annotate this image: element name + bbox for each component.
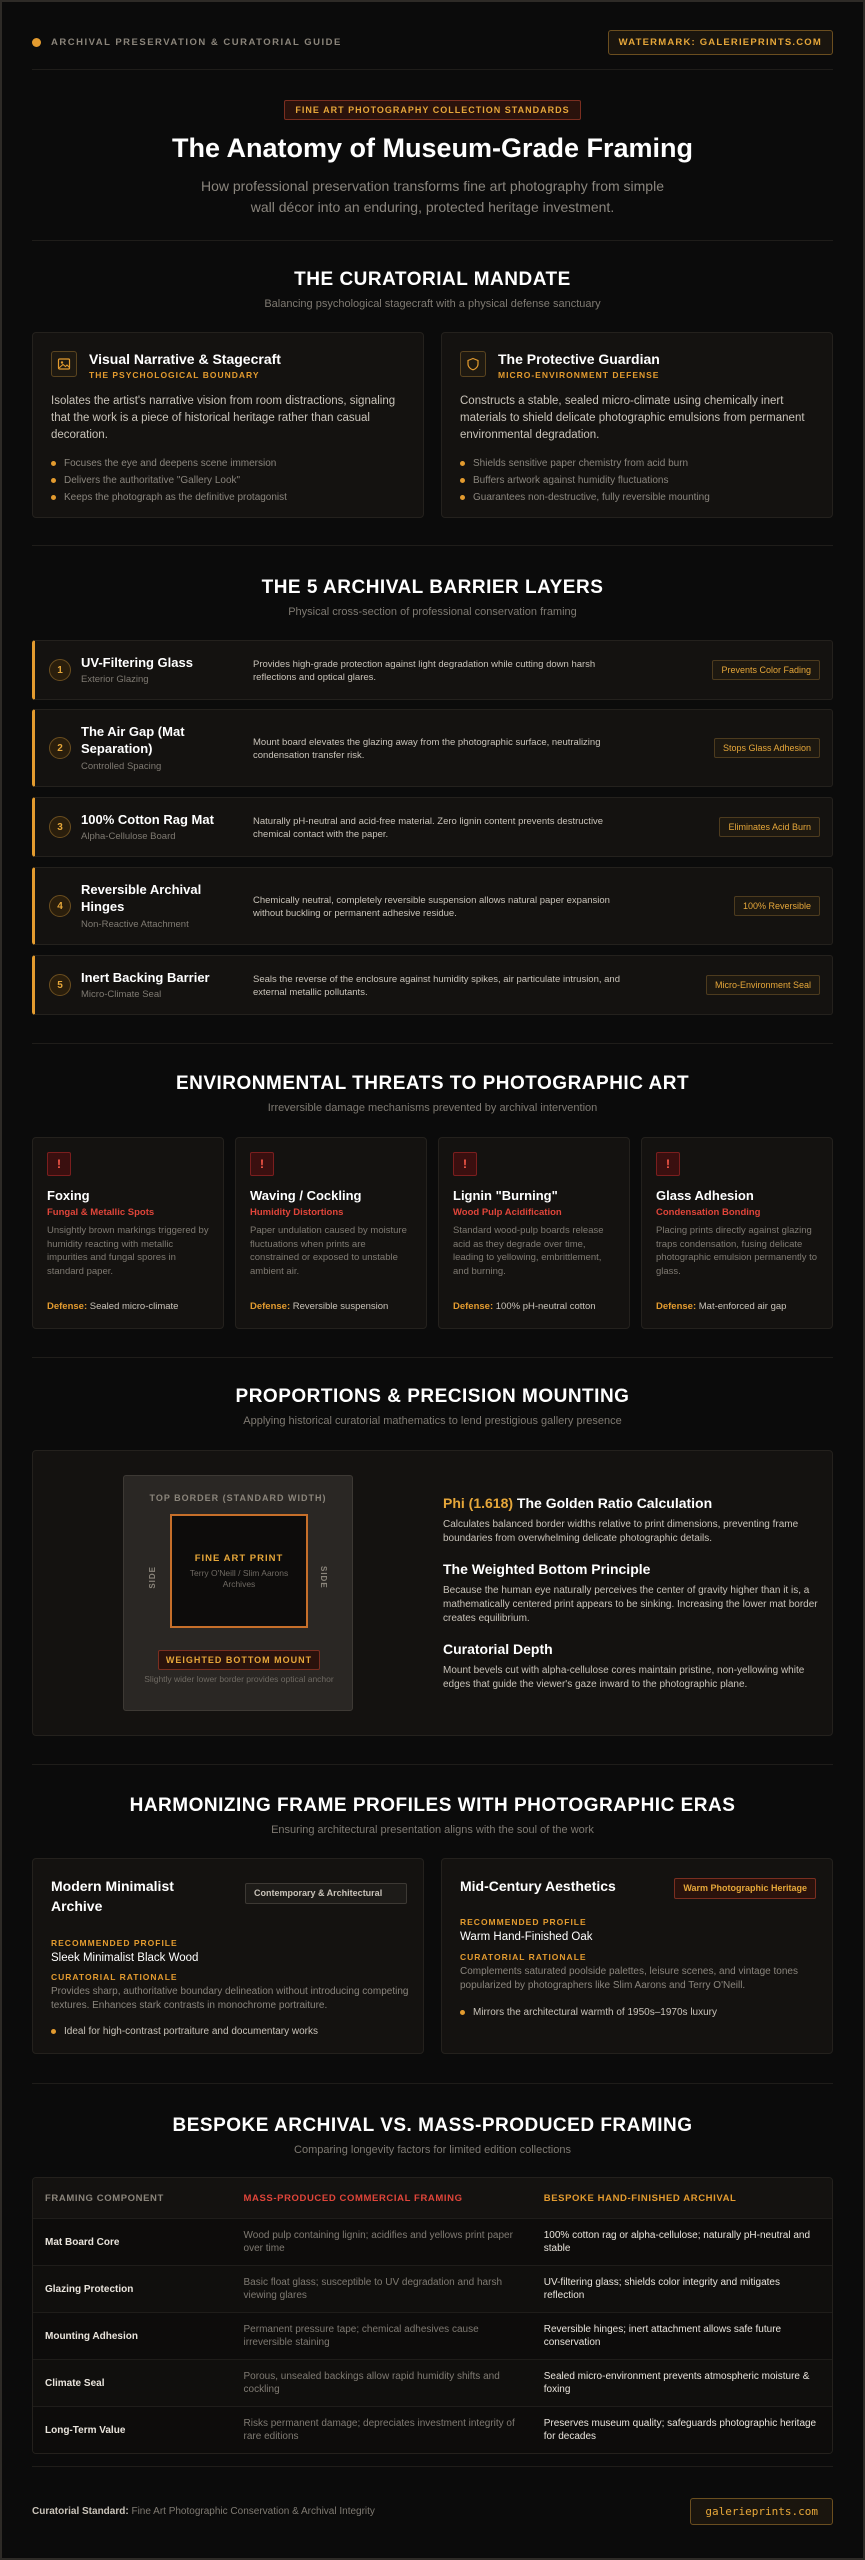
column-header-bespoke: BESPOKE HAND-FINISHED ARCHIVAL (543, 2192, 737, 2204)
bullet-dot-icon (51, 2029, 56, 2034)
threat-defense (453, 1301, 596, 1312)
threat-card-waving (235, 1137, 427, 1329)
section-title: HARMONIZING FRAME PROFILES WITH PHOTOGRAPHIC ERAS (129, 1795, 736, 1816)
table-cell: Basic float glass; susceptible to UV degradation and harsh viewing glares (243, 2277, 503, 2301)
profile-title: Mid-Century Aesthetics (460, 1878, 616, 1894)
table-row (33, 2312, 832, 2359)
threat-title: Waving / Cockling (250, 1188, 362, 1203)
point-title (443, 1495, 818, 1511)
mandate-card-narrative (32, 332, 424, 518)
top-bar (32, 26, 833, 58)
layer-sub: Micro-Climate Seal (81, 989, 162, 1000)
layer-description: Provides high-grade protection against light degradation while cutting down harsh reflections and optical glares. (253, 659, 596, 683)
image-icon (51, 351, 77, 377)
divider (32, 1764, 833, 1765)
bullet-dot-icon (51, 495, 56, 500)
defense-value: 100% pH-neutral cotton (495, 1301, 596, 1312)
table-row (33, 2406, 832, 2453)
bullet-text: Buffers artwork against humidity fluctuations (473, 475, 669, 486)
list-item (460, 455, 710, 472)
layer-sub: Exterior Glazing (81, 674, 149, 685)
brand-dot-icon (32, 38, 41, 47)
profile-label: RECOMMENDED PROFILE (460, 1917, 587, 1927)
card-title: The Protective Guardian (498, 351, 660, 367)
barrier-layer-2 (32, 709, 833, 787)
layer-name: UV-Filtering Glass (81, 655, 193, 670)
proportions-panel (32, 1450, 833, 1736)
point-body: Calculates balanced border widths relative to print dimensions, preventing frame boundaries from overwhelming delicate photographic details. (443, 1519, 799, 1544)
profiles-header (32, 1795, 833, 1836)
threat-defense (656, 1301, 786, 1312)
weighted-bottom-point (443, 1561, 818, 1626)
table-cell: Reversible hinges; inert attachment allows safe future conservation (543, 2324, 782, 2348)
layer-description: Mount board elevates the glazing away from the photographic surface, neutralizing condensation transfer risk. (253, 737, 601, 761)
layer-benefit-tag: Micro-Environment Seal (706, 975, 820, 995)
defense-value: Sealed micro-climate (89, 1301, 179, 1312)
warning-icon: ! (47, 1152, 71, 1176)
bullet-text: Delivers the authoritative "Gallery Look" (64, 475, 241, 486)
profile-value: Sleek Minimalist Black Wood (51, 1952, 199, 1964)
threat-title: Lignin "Burning" (453, 1188, 558, 1203)
layer-description: Seals the reverse of the enclosure against humidity spikes, air particulate intrusion, and external metallic pollutants. (253, 974, 621, 998)
section-subtitle: Comparing longevity factors for limited edition collections (294, 2144, 571, 2156)
defense-value: Reversible suspension (292, 1301, 389, 1312)
mandate-header (32, 269, 833, 310)
divider (32, 2083, 833, 2084)
table-cell: UV-filtering glass; shields color integrity and mitigates reflection (543, 2277, 780, 2301)
threat-defense (47, 1301, 178, 1312)
threat-card-foxing (32, 1137, 224, 1329)
threats-header (32, 1073, 833, 1114)
threat-subtitle: Fungal & Metallic Spots (47, 1207, 155, 1218)
bullet-dot-icon (460, 478, 465, 483)
defense-label: Defense: (656, 1301, 697, 1312)
layer-number: 4 (49, 895, 71, 917)
layer-sub: Alpha-Cellulose Board (81, 831, 176, 842)
table-cell: Permanent pressure tape; chemical adhesives cause irreversible staining (243, 2324, 479, 2348)
section-title: ENVIRONMENTAL THREATS TO PHOTOGRAPHIC ART (175, 1073, 690, 1094)
divider (32, 2466, 833, 2467)
bullet-dot-icon (460, 461, 465, 466)
defense-label: Defense: (250, 1301, 291, 1312)
table-cell: Preserves museum quality; safeguards photographic heritage for decades (543, 2418, 817, 2442)
list-item (51, 472, 287, 489)
era-tag: Warm Photographic Heritage (674, 1878, 816, 1899)
layer-benefit-tag: Stops Glass Adhesion (714, 738, 820, 758)
point-body: Because the human eye naturally perceives the center of gravity higher than it is, a mathematically centered print appears to be sinking. Increasing the lower mat border creates equilibrium. (443, 1585, 818, 1624)
defense-value: Mat-enforced air gap (698, 1301, 787, 1312)
section-title: BESPOKE ARCHIVAL VS. MASS-PRODUCED FRAMING (172, 2115, 693, 2136)
hero (32, 100, 833, 218)
profile-label: RECOMMENDED PROFILE (51, 1938, 178, 1948)
list-item (460, 489, 710, 506)
table-header-row (33, 2178, 832, 2218)
layer-benefit-tag: 100% Reversible (734, 896, 820, 916)
warning-icon: ! (250, 1152, 274, 1176)
watermark-button[interactable]: WATERMARK: GALERIEPRINTS.COM (608, 30, 833, 55)
print-caption: Terry O'Neill / Slim Aarons Archives (189, 1567, 289, 1589)
threat-body: Placing prints directly against glazing traps condensation, fusing delicate photographic emulsion permanently to glass. (656, 1225, 818, 1277)
site-link[interactable]: galerieprints.com (690, 2498, 833, 2525)
divider (32, 240, 833, 241)
collection-standards-badge: FINE ART PHOTOGRAPHY COLLECTION STANDARDS (284, 100, 580, 120)
layer-sub: Non-Reactive Attachment (81, 919, 189, 930)
column-header-component: FRAMING COMPONENT (45, 2192, 164, 2204)
defense-label: Defense: (453, 1301, 494, 1312)
profile-card-modern (32, 1858, 424, 2054)
bullet-text: Shields sensitive paper chemistry from acid burn (473, 458, 689, 469)
comparison-table (32, 2177, 833, 2454)
list-item (51, 2026, 318, 2037)
table-row (33, 2265, 832, 2312)
layer-name: 100% Cotton Rag Mat (81, 812, 214, 827)
proportions-header (32, 1386, 833, 1427)
layers-header (32, 577, 833, 618)
section-title: THE 5 ARCHIVAL BARRIER LAYERS (261, 577, 604, 598)
bullet-text: Mirrors the architectural warmth of 1950s–1970s luxury (473, 2007, 717, 2018)
bullet-text: Ideal for high-contrast portraiture and documentary works (64, 2026, 319, 2037)
table-cell: Mounting Adhesion (45, 2330, 138, 2342)
top-border-label: TOP BORDER (STANDARD WIDTH) (149, 1493, 327, 1503)
layer-name: Inert Backing Barrier (81, 970, 210, 985)
point-title: Curatorial Depth (443, 1641, 553, 1657)
threat-title: Glass Adhesion (656, 1188, 754, 1203)
rationale-text: Provides sharp, authoritative boundary delineation without introducing competing textures. Enhances stark contrasts in monochrome portraiture. (51, 1986, 409, 2011)
point-body: Mount bevels cut with alpha-cellulose cores maintain pristine, non-yellowing white edges that guide the viewer's gaze inward to the photographic plane. (443, 1665, 805, 1690)
print-title: FINE ART PRINT (194, 1552, 284, 1564)
list-item (51, 455, 287, 472)
section-subtitle: Ensuring architectural presentation aligns with the soul of the work (271, 1824, 594, 1836)
mat-diagram (123, 1475, 353, 1711)
barrier-layer-3 (32, 797, 833, 857)
page-subtitle: How professional preservation transforms fine art photography from simple wall décor into an enduring, protected heritage investment. (201, 178, 664, 215)
weighted-bottom-badge: WEIGHTED BOTTOM MOUNT (158, 1650, 320, 1670)
footer-standard-text: Fine Art Photographic Conservation & Archival Integrity (131, 2505, 375, 2517)
card-subtitle: MICRO-ENVIRONMENT DEFENSE (498, 370, 660, 380)
card-body: Constructs a stable, sealed micro-climate using chemically inert materials to shield delicate photographic emulsions from permanent environmental degradation. (460, 395, 805, 441)
curatorial-depth-point (443, 1641, 818, 1692)
section-subtitle: Balancing psychological stagecraft with a physical defense sanctuary (264, 298, 601, 310)
table-cell: Sealed micro-environment prevents atmospheric moisture & foxing (543, 2371, 810, 2395)
warning-icon: ! (656, 1152, 680, 1176)
layer-benefit-tag: Eliminates Acid Burn (719, 817, 820, 837)
layer-description: Chemically neutral, completely reversible suspension allows natural paper expansion without buckling or permanent adhesive residue. (253, 895, 610, 919)
table-row (33, 2359, 832, 2406)
table-cell: Long-Term Value (45, 2424, 126, 2436)
profile-title: Modern Minimalist Archive (51, 1878, 174, 1914)
list-item (460, 2007, 717, 2018)
comparison-header (32, 2115, 833, 2156)
divider (32, 1357, 833, 1358)
section-subtitle: Physical cross-section of professional conservation framing (288, 606, 577, 618)
section-subtitle: Irreversible damage mechanisms prevented by archival intervention (267, 1102, 598, 1114)
layer-number: 5 (49, 974, 71, 996)
card-body: Isolates the artist's narrative vision from room distractions, signaling that the work is a piece of historical heritage rather than casual decoration. (51, 395, 396, 441)
divider (32, 1043, 833, 1044)
guide-title: ARCHIVAL PRESERVATION & CURATORIAL GUIDE (51, 36, 342, 48)
table-cell: Risks permanent damage; depreciates investment integrity of rare editions (243, 2418, 515, 2442)
table-cell: Glazing Protection (45, 2283, 134, 2295)
bullet-text: Focuses the eye and deepens scene immersion (64, 458, 277, 469)
table-cell: Mat Board Core (45, 2236, 120, 2248)
rationale-label: CURATORIAL RATIONALE (460, 1952, 587, 1962)
side-label-right: SIDE (319, 1566, 328, 1589)
fine-art-print (170, 1514, 308, 1628)
threat-subtitle: Humidity Distortions (250, 1207, 344, 1218)
threat-card-glass-adhesion (641, 1137, 833, 1329)
threat-body: Paper undulation caused by moisture fluctuations when prints are constrained or exposed to unstable ambient air. (250, 1225, 407, 1277)
layer-name: Reversible Archival Hinges (81, 882, 202, 914)
barrier-layer-5 (32, 955, 833, 1015)
list-item (460, 472, 710, 489)
divider (32, 545, 833, 546)
shield-icon (460, 351, 486, 377)
column-header-mass-produced: MASS-PRODUCED COMMERCIAL FRAMING (243, 2192, 463, 2204)
rationale-text: Complements saturated poolside palettes, leisure scenes, and vintage tones popularized by photographers like Slim Aarons and Terry O'Neill. (460, 1966, 798, 1991)
barrier-layer-4 (32, 867, 833, 945)
rationale-label: CURATORIAL RATIONALE (51, 1972, 178, 1982)
table-cell: Wood pulp containing lignin; acidifies and yellows print paper over time (243, 2230, 513, 2254)
layer-sub: Controlled Spacing (81, 761, 162, 772)
era-tag: Contemporary & Architectural (245, 1883, 407, 1904)
phi-accent: Phi (1.618) (443, 1495, 514, 1511)
side-label-left: SIDE (148, 1566, 157, 1589)
threat-body: Standard wood-pulp boards release acid as they degrade over time, leading to yellowing, embrittlement, and burning. (453, 1225, 604, 1277)
bullet-dot-icon (51, 461, 56, 466)
card-title: Visual Narrative & Stagecraft (89, 351, 281, 367)
section-title: THE CURATORIAL MANDATE (294, 269, 571, 290)
weighted-bottom-caption: Slightly wider lower border provides optical anchor (144, 1674, 334, 1684)
threat-subtitle: Condensation Bonding (656, 1207, 761, 1218)
layer-number: 2 (49, 737, 71, 759)
page-title: The Anatomy of Museum-Grade Framing (171, 133, 694, 163)
card-subtitle: THE PSYCHOLOGICAL BOUNDARY (89, 370, 260, 380)
table-cell: Climate Seal (45, 2377, 105, 2389)
defense-label: Defense: (47, 1301, 88, 1312)
layer-description: Naturally pH-neutral and acid-free material. Zero lignin content prevents destructive chemical contact with the paper. (253, 816, 604, 840)
brand (32, 37, 342, 48)
golden-ratio-point (443, 1495, 818, 1546)
table-row (33, 2218, 832, 2265)
profile-card-mid-century (441, 1858, 833, 2054)
layer-number: 3 (49, 816, 71, 838)
bullet-dot-icon (51, 478, 56, 483)
divider (32, 69, 833, 70)
layer-benefit-tag: Prevents Color Fading (712, 660, 820, 680)
barrier-layer-1 (32, 640, 833, 700)
point-title: The Weighted Bottom Principle (443, 1561, 651, 1577)
profile-value: Warm Hand-Finished Oak (460, 1931, 593, 1943)
threat-subtitle: Wood Pulp Acidification (453, 1207, 562, 1218)
bullet-dot-icon (460, 495, 465, 500)
mandate-card-guardian (441, 332, 833, 518)
table-cell: 100% cotton rag or alpha-cellulose; naturally pH-neutral and stable (543, 2230, 811, 2254)
layer-name: The Air Gap (Mat Separation) (81, 724, 185, 756)
footer-text (32, 2506, 375, 2517)
bullet-text: Keeps the photograph as the definitive protagonist (64, 492, 287, 503)
threat-defense (250, 1301, 388, 1312)
threat-body: Unsightly brown markings triggered by humidity reacting with metallic impurities and fungal spores in standard paper. (47, 1225, 209, 1277)
table-cell: Porous, unsealed backings allow rapid humidity shifts and cockling (243, 2371, 500, 2395)
card-bullets (51, 455, 287, 506)
list-item (51, 489, 287, 506)
threat-card-lignin (438, 1137, 630, 1329)
bullet-dot-icon (460, 2010, 465, 2015)
card-bullets (460, 455, 710, 506)
threat-title: Foxing (47, 1188, 90, 1203)
section-subtitle: Applying historical curatorial mathematics to lend prestigious gallery presence (243, 1415, 622, 1427)
layer-number: 1 (49, 659, 71, 681)
section-title: PROPORTIONS & PRECISION MOUNTING (235, 1386, 630, 1407)
bullet-text: Guarantees non-destructive, fully reversible mounting (473, 492, 710, 503)
footer-label: Curatorial Standard: (32, 2505, 129, 2517)
footer (32, 2496, 833, 2526)
warning-icon: ! (453, 1152, 477, 1176)
point-title-text: The Golden Ratio Calculation (516, 1495, 713, 1511)
